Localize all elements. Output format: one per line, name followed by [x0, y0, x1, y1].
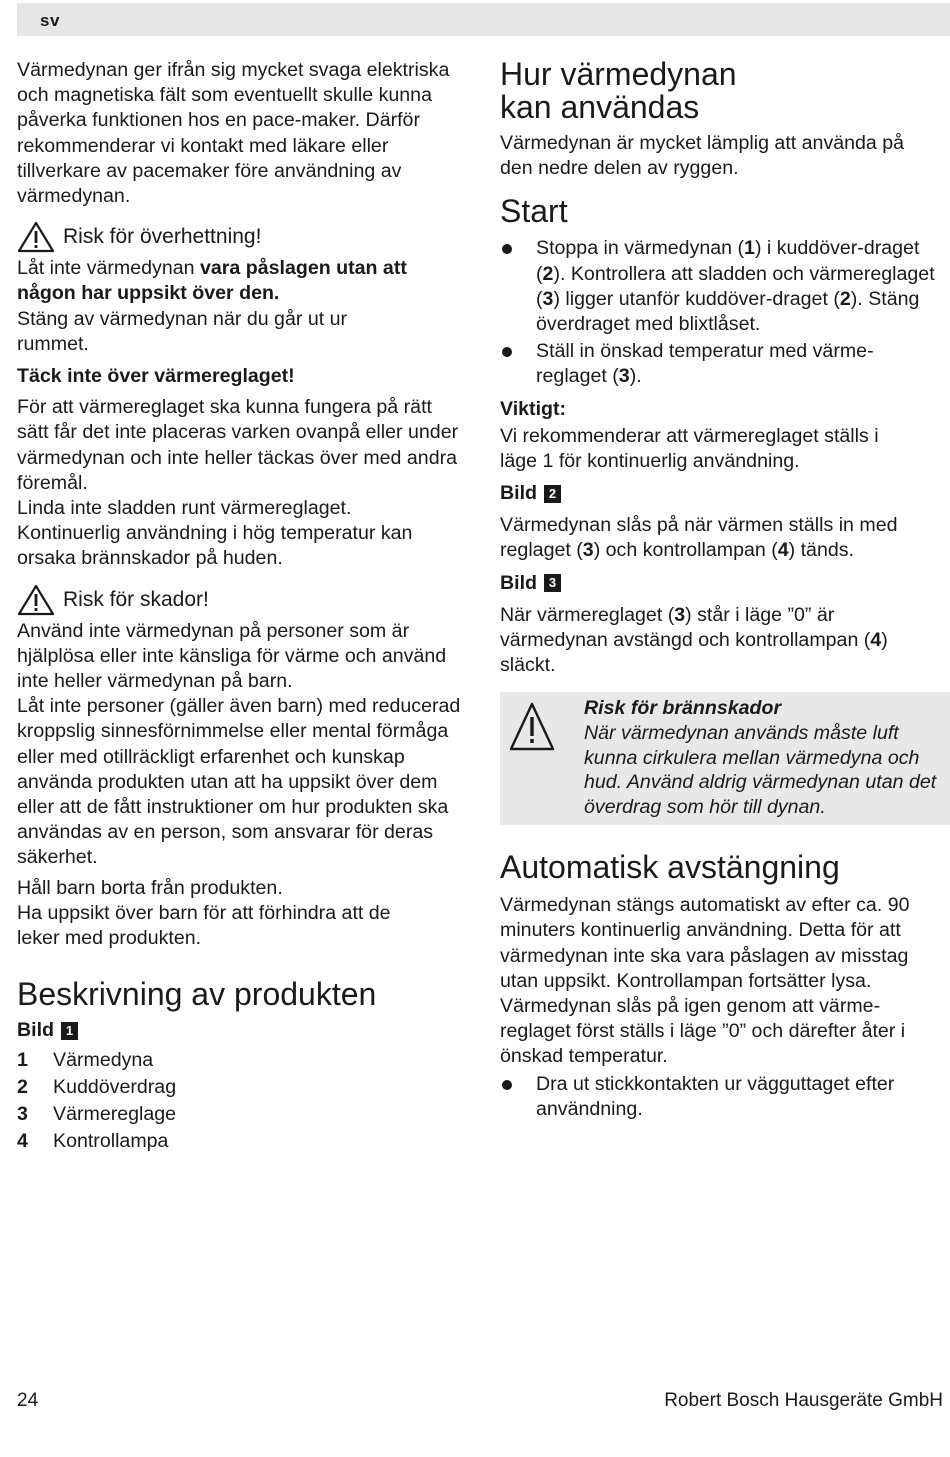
- figure-label: Bild: [500, 571, 538, 594]
- start-bullet-2-text: Ställ in önskad temperatur med värme-reglaget (3).: [536, 340, 874, 388]
- part-number: 2: [17, 1076, 28, 1099]
- figure-label: Bild: [17, 1019, 55, 1042]
- bullet-dot: [500, 1072, 536, 1122]
- start-bullet-1-text: Stoppa in värmedynan (1) i kuddöver-draget (2). Kontrollera att sladden och värmereglaget (3) ligger utanför kuddöver-draget (2). Stäng överdraget med blixtlåset.: [536, 237, 935, 336]
- figure-2-ref: [500, 481, 948, 506]
- description-heading: Beskrivning av produkten: [17, 976, 377, 1013]
- overheating-text-b: vara påslagen utan att någon har uppsikt över den.: [17, 257, 407, 305]
- burn-warning-text: När värmedynan används måste luft kunna cirkulera mellan värmedyna och hud. Använd aldrig värmedynan utan det överdrag som hör till dynan.: [584, 722, 937, 818]
- figure-number-badge: 3: [544, 574, 561, 592]
- auto-off-heading: Automatisk avstängning: [500, 849, 840, 886]
- auto-off-text-2: Värmedynan slås på igen genom att värme-reglaget först ställs i läge ”0” och därefter åter i önskad temperatur.: [500, 995, 906, 1068]
- figure-number-badge: 1: [61, 1022, 78, 1040]
- figure-label: Bild: [500, 482, 538, 505]
- right-column: [500, 58, 948, 1122]
- list-item: [17, 1101, 477, 1128]
- company-name: Robert Bosch Hausgeräte GmbH: [664, 1390, 943, 1411]
- part-label: Kontrollampa: [53, 1130, 169, 1153]
- injury-text-4: Ha uppsikt över barn för att förhindra att de leker med produkten.: [17, 901, 391, 950]
- bullet-dot: [500, 339, 536, 389]
- part-number: 1: [17, 1049, 28, 1072]
- bullet-dot: [500, 236, 536, 337]
- language-code: sv: [40, 11, 60, 30]
- figure-3-text: När värmereglaget (3) står i läge ”0” är värmedynan avstängd och kontrollampan (4) släckt.: [500, 603, 888, 677]
- start-bullet-2: [500, 339, 948, 389]
- important-text: Vi rekommenderar att värmereglaget ställs i läge 1 för kontinuerlig användning.: [500, 424, 879, 473]
- overheating-text-1: [17, 256, 437, 306]
- start-bullet-1: [500, 236, 948, 337]
- auto-off-bullet-text: Dra ut stickkontakten ur vägguttaget efter användning.: [536, 1072, 895, 1120]
- figure-3-ref: [500, 571, 948, 596]
- figure-number-badge: 2: [544, 485, 561, 503]
- part-number: 3: [17, 1103, 28, 1126]
- auto-off-text-1: Värmedynan stängs automatiskt av efter ca. 90 minuters kontinuerlig användning. Detta för att värmedynan inte ska vara påslagen av misstag utan uppsikt. Kontrollampan fortsätter lysa.: [500, 894, 910, 992]
- cover-text-3: Kontinuerlig användning i hög temperatur kan orsaka brännskador på huden.: [17, 522, 413, 570]
- injury-text-1: Använd inte värmedynan på personer som är hjälplösa eller inte känsliga för värme och använd inte heller värmedynan på barn.: [17, 619, 447, 693]
- description-figure-ref: [17, 1018, 477, 1043]
- cover-warning-title: Täck inte över värmereglaget!: [17, 365, 295, 388]
- auto-off-bullet: [500, 1072, 948, 1122]
- usage-text: Värmedynan är mycket lämplig att använda på den nedre delen av ryggen.: [500, 132, 905, 180]
- injury-text-3: Håll barn borta från produkten.: [17, 876, 283, 899]
- page-number: 24: [17, 1390, 39, 1411]
- warning-injury: [17, 584, 477, 616]
- part-number: 4: [17, 1130, 28, 1153]
- burn-warning-title: Risk för brännskador: [584, 697, 782, 720]
- injury-text-2: Låt inte personer (gäller även barn) med reducerad kroppslig sinnesförnimmelse eller mental förmåga eller med otillräckligt erfarenhet och kunskap använda produkten utan att ha uppsikt över dem eller att de fått instruktioner om hur produkten ska användas av en person, som ansvarar för deras säkerhet.: [17, 695, 461, 869]
- usage-heading-line-2: kan användas: [500, 89, 700, 125]
- warning-triangle-icon: [508, 701, 556, 755]
- intro-paragraph: Värmedynan ger ifrån sig mycket svaga elektriska och magnetiska fält som eventuellt skulle kunna påverka funktionen hos en pace-maker. Därför rekommenderar vi kontakt med läkare eller tillverkare av pacemaker före användning av värmedynan.: [17, 59, 450, 208]
- left-column: [17, 58, 477, 1155]
- list-item: [17, 1128, 477, 1155]
- cover-text-2: Linda inte sladden runt värmereglaget.: [17, 497, 352, 520]
- warning-overheating: [17, 221, 477, 253]
- usage-heading-line-1: Hur värmedynan: [500, 56, 737, 92]
- overheating-text-2: Stäng av värmedynan när du går ut ur rummet.: [17, 307, 348, 355]
- parts-list: [17, 1047, 477, 1155]
- overheating-text-a: Låt inte värmedynan: [17, 257, 200, 280]
- cover-text-1: För att värmereglaget ska kunna fungera på rätt sätt får det inte placeras varken ovanpå eller under värmedynan och inte heller täckas över med andra föremål.: [17, 396, 459, 494]
- part-label: Värmedyna: [53, 1049, 154, 1072]
- warning-injury-title: Risk för skador!: [63, 587, 209, 611]
- start-heading: Start: [500, 193, 568, 230]
- burn-warning-box: [500, 692, 950, 825]
- important-title: Viktigt:: [500, 397, 567, 420]
- warning-triangle-icon: [17, 221, 55, 253]
- figure-2-text: Värmedynan slås på när värmen ställs in med reglaget (3) och kontrollampan (4) tänds.: [500, 514, 898, 562]
- burn-warning-content: [584, 695, 942, 819]
- part-label: Värmereglage: [53, 1103, 177, 1126]
- warning-triangle-icon: [17, 584, 55, 616]
- list-item: [17, 1047, 477, 1074]
- header-bar: [17, 3, 950, 36]
- warning-overheating-title: Risk för överhettning!: [63, 225, 262, 249]
- list-item: [17, 1074, 477, 1101]
- usage-heading: [500, 58, 948, 124]
- part-label: Kuddöverdrag: [53, 1076, 177, 1099]
